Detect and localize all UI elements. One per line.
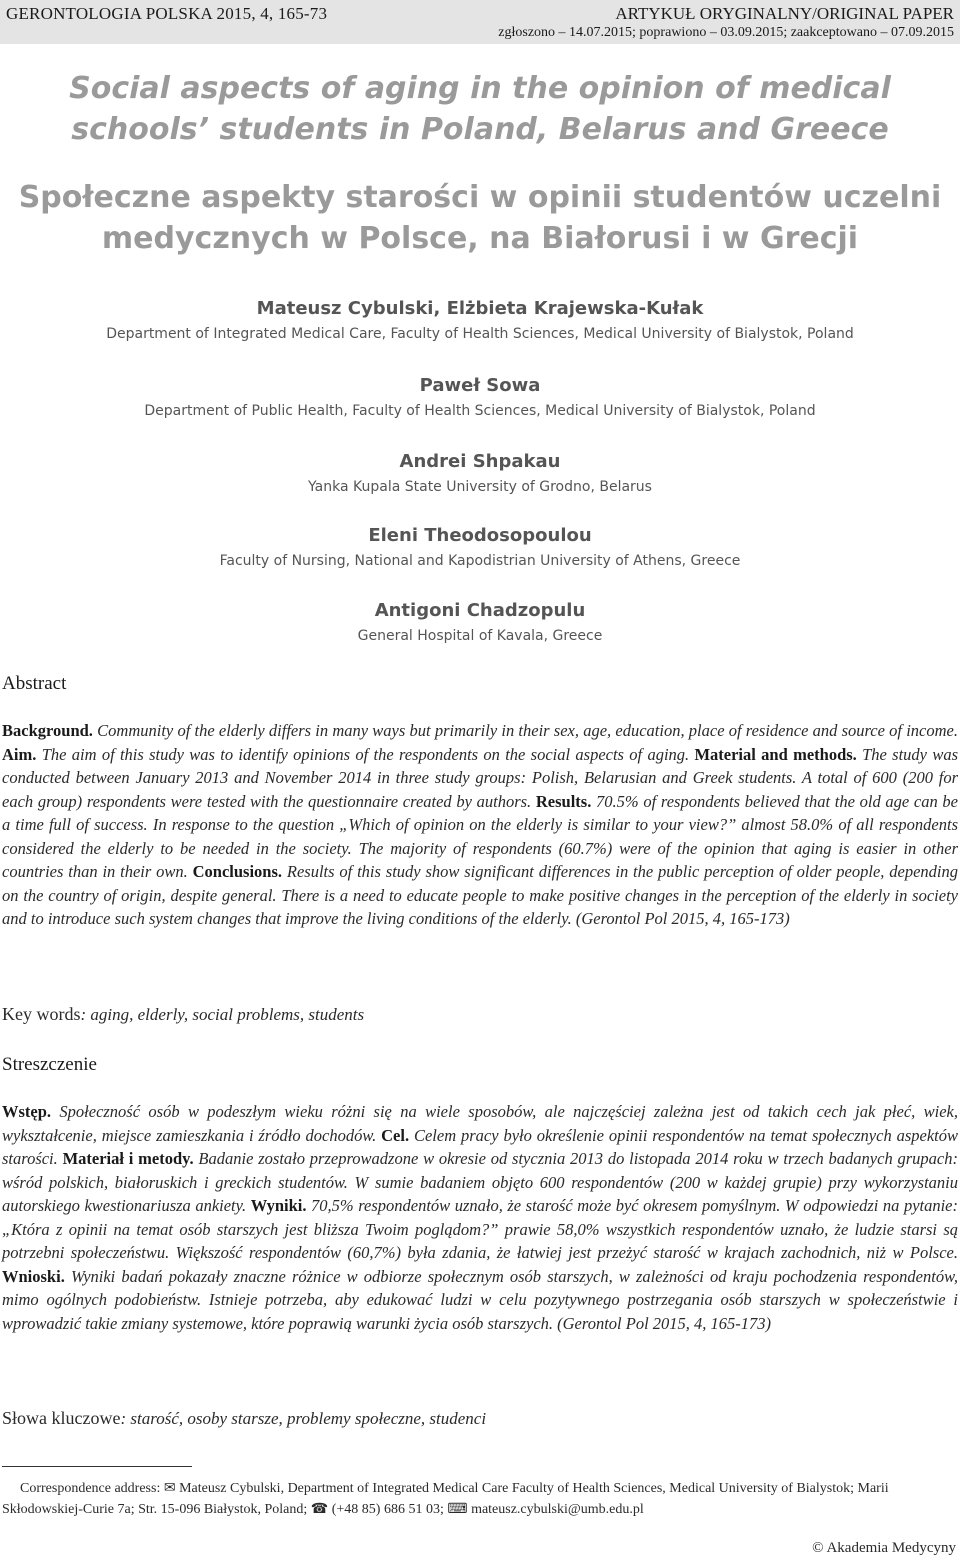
author-group <box>0 599 960 647</box>
journal-header <box>0 0 960 44</box>
author-group <box>0 524 960 572</box>
abstract-segment: Community of the elderly differs in many ways but primarily in their sex, age, education, place of residence and source of income. <box>92 721 958 740</box>
streszczenie-label-cel: Cel. <box>381 1125 410 1145</box>
publisher-name: Akademia Medycyny <box>826 1540 956 1556</box>
footnote-divider <box>2 1466 192 1467</box>
author-group <box>0 297 960 345</box>
submission-dates: zgłoszono – 14.07.2015; poprawiono – 03.09.2015; zaakceptowano – 07.09.2015 <box>498 25 954 40</box>
streszczenie-text <box>2 1100 958 1335</box>
title-english-line: schools’ students in Poland, Belarus and Greece <box>71 112 889 147</box>
correspondence-email[interactable]: mateusz.cybulski@umb.edu.pl <box>471 1502 644 1517</box>
abstract-segment: The study was conducted between January 2013 and November 2014 in three study groups: Polish, Belarusian and Greek students. A total of 600 (200 for each group) respondents were tested with the questionnaire created by authors. <box>2 744 958 811</box>
author-name: Eleni Theodosopoulou <box>368 525 592 546</box>
abstract-heading: Abstract <box>2 673 67 694</box>
author-name: Mateusz Cybulski, Elżbieta Krajewska-Kułak <box>256 298 704 319</box>
abstract-label-conclusions: Conclusions. <box>192 862 283 881</box>
abstract-label-methods: Material and methods. <box>694 744 857 764</box>
abstract-label-aim: Aim. <box>2 744 37 764</box>
journal-citation: GERONTOLOGIA POLSKA 2015, 4, 165-73 <box>6 4 328 23</box>
correspondence-address-text: Mateusz Cybulski, Department of Integrated Medical Care Faculty of Health Sciences, Medical University of Bialystok; Marii Skłodowskiej-Curie 7a; Str. 15-096 Białystok, Poland; <box>2 1481 889 1517</box>
title-polish-line: medycznych w Polsce, na Białorusi i w Grecji <box>101 221 859 256</box>
abstract-segment: The aim of this study was to identify opinions of the respondents on the social aspects of aging. <box>36 744 695 764</box>
streszczenie-label-wnioski: Wnioski. <box>2 1266 65 1286</box>
correspondence-label: Correspondence address: <box>20 1481 161 1496</box>
phone-icon: ☎ <box>310 1502 329 1517</box>
streszczenie-label-wyniki: Wyniki. <box>250 1196 307 1215</box>
streszczenie-segment: Społeczność osób w podeszłym wieku różni się na wiele sposobów, ale najczęściej zależna jest od takich cech jak płeć, wiek, wykształcenie, miejsce zamieszkania i źródło dochodów. <box>2 1102 958 1145</box>
keywords-en <box>2 1004 364 1025</box>
keywords-list: : starość, osoby starsze, problemy społeczne, studenci <box>120 1409 487 1428</box>
streszczenie-segment: 70,5% respondentów uznało, że starość może być okresem pomyślnym. W odpowiedzi na pytanie: „Która z opinii na temat osób starszych jest bliższa Twoim poglądom?” prawie 58,0% wszystkich respondentów uznało, że ludzie starsi są potrzebni społeczeństwu. Większość respondentów (60,7%) była zdania, że łatwiej jest przeżyć starość w krajach zachodnich, niż w Polsce. <box>2 1196 958 1262</box>
title-english-line: Social aspects of aging in the opinion of medical <box>69 71 891 106</box>
author-name: Andrei Shpakau <box>399 451 561 472</box>
streszczenie-segment: Celem pracy było określenie opinii respondentów na temat społecznych aspektów starości. <box>2 1125 959 1168</box>
author-affiliation: Yanka Kupala State University of Grodno, Belarus <box>308 479 652 495</box>
author-group <box>0 450 960 498</box>
streszczenie-heading: Streszczenie <box>2 1054 97 1075</box>
keywords-list: : aging, elderly, social problems, students <box>80 1005 365 1024</box>
author-affiliation: Faculty of Nursing, National and Kapodistrian University of Athens, Greece <box>219 553 741 569</box>
streszczenie-segment: Badanie zostało przeprowadzone w okresie od stycznia 2013 do listopada 2014 roku w trzech badanych grupach: wśród polskich, białoruskich i greckich studentów. W sumie badaniem objęto 600 respondentów (200 w każdej grupie) przy wykorzystaniu autorskiego kwestionariusza ankiety. <box>2 1149 958 1215</box>
abstract-segment: Results of this study show significant differences in the public perception of older people, depending on the country of origin, despite general. There is a need to educate people to make positive changes in the perception of the elderly in society and to introduce such system changes that improve the living conditions of the elderly. (Gerontol Pol 2015, 4, 165-173) <box>2 862 958 928</box>
envelope-icon: ✉ <box>163 1481 176 1496</box>
author-name: Paweł Sowa <box>419 375 541 396</box>
author-affiliation: Department of Public Health, Faculty of Health Sciences, Medical University of Bialystok, Poland <box>144 403 816 419</box>
title-polish-line: Społeczne aspekty starości w opinii studentów uczelni <box>18 180 942 215</box>
abstract-segment: 70.5% of respondents believed that the old age can be a time full of success. In response to the question „Which of opinion on the elderly is similar to your view?” almost 58.0% of all respondents considered the elderly to be needed in the society. The majority of respondents (60.7%) were of the opinion that aging is easier in other countries than in their own. <box>2 791 958 881</box>
publisher-credit <box>812 1540 956 1557</box>
keywords-label: Key words <box>2 1004 81 1024</box>
abstract-label-results: Results. <box>535 791 592 811</box>
author-affiliation: Department of Integrated Medical Care, Faculty of Health Sciences, Medical University of Bialystok, Poland <box>106 326 854 342</box>
email-icon: ⌨ <box>447 1502 468 1517</box>
keywords-label: Słowa kluczowe <box>2 1408 121 1428</box>
author-affiliation: General Hospital of Kavala, Greece <box>357 628 603 644</box>
author-group <box>0 374 960 422</box>
article-type: ARTYKUŁ ORYGINALNY/ORIGINAL PAPER <box>615 4 954 23</box>
streszczenie-label-metody: Materiał i metody. <box>62 1149 194 1168</box>
abstract-text <box>2 719 958 931</box>
title-english <box>0 68 960 150</box>
abstract-label-background: Background. <box>2 721 93 740</box>
correspondence-address <box>2 1478 958 1520</box>
title-polish <box>0 177 960 259</box>
correspondence-phone: (+48 85) 686 51 03; <box>331 1502 444 1517</box>
streszczenie-segment: Wyniki badań pokazały znaczne różnice w odbiorze społecznym osób starszych, w zależności od kraju pochodzenia respondentów, mimo ogólnych podobieństw. Istnieje potrzeba, aby edukować ludzi w celu pozytywnego postrzegania osób starszych w społeczeństwie i wprowadzić takie zmiany systemowe, które poprawią warunki życia osób starszych. (Gerontol Pol 2015, 4, 165-173) <box>2 1266 958 1333</box>
streszczenie-label-wstep: Wstęp. <box>2 1102 52 1121</box>
copyright-icon: © <box>812 1540 824 1556</box>
author-name: Antigoni Chadzopulu <box>374 600 586 621</box>
keywords-pl <box>2 1408 486 1429</box>
